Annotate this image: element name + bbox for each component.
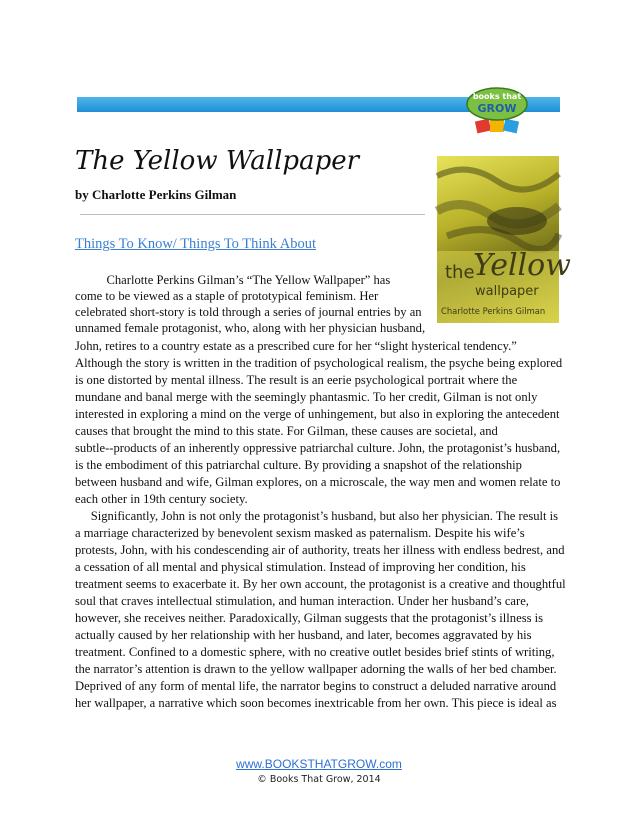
body-line: Although the story is written in the tradition of psychological realism, the psyche being explored xyxy=(75,356,563,370)
body-line: however, she receives neither. Paradoxically, Gilman suggests that the protagonist’s illness is xyxy=(75,611,544,625)
body-line: causes that brought the mind to this state. For Gilman, these causes are societal, and xyxy=(75,424,498,438)
body-line: is one distorted by mental illness. The result is an eerie psychological portrait where the xyxy=(75,373,518,387)
body-line: Deprived of any form of mental life, the narrator begins to construct a deluded narrative around xyxy=(75,679,557,693)
body-line: celebrated short-story is told through a series of journal entries by an xyxy=(75,305,422,319)
body-line: interested in exploring a mind on the verge of unhingement, but also in exploring the antecedent xyxy=(75,407,560,421)
footer-copyright: © Books That Grow, 2014 xyxy=(257,774,381,785)
cover-text-the: the xyxy=(445,262,475,283)
body-line: a cessation of all mental and physical stimulation. Instead of improving her condition, his xyxy=(75,560,526,574)
body-line: her wallpaper, a narrative which soon becomes inextricable from her own. This piece is ideal as xyxy=(75,696,557,710)
logo-text-top: books that xyxy=(472,92,522,101)
footer-website-link[interactable]: www.BOOKSTHATGROW.com xyxy=(236,757,402,771)
body-line: a marriage characterized by benevolent sexism masked as paternalism. Despite his wife’s xyxy=(75,526,525,540)
body-line: is the embodiment of this patriarchal culture. By providing a snapshot of the relationship xyxy=(75,458,522,472)
body-line: Charlotte Perkins Gilman’s “The Yellow Wallpaper” has xyxy=(75,273,391,287)
cover-text-yellow: Yellow xyxy=(473,248,571,283)
body-line: between husband and wife, Gilman explores, on a microscale, the way men and women relate to xyxy=(75,475,561,489)
cover-text-wallpaper: wallpaper xyxy=(475,284,539,299)
body-line: subtle--products of an inherently oppressive patriarchal culture. John, the protagonist’s husband, xyxy=(75,441,561,455)
body-line: protests, John, with his condescending air of authority, treats her illness with endless bedrest, and xyxy=(75,543,565,557)
document-author: by Charlotte Perkins Gilman xyxy=(75,187,237,202)
books-that-grow-logo xyxy=(462,80,532,136)
section-heading-link[interactable]: Things To Know/ Things To Think About xyxy=(75,236,317,252)
body-line: unnamed female protagonist, who, along with her physician husband, xyxy=(75,321,426,335)
body-line: each other in 19th century society. xyxy=(75,492,248,506)
body-line: the narrator’s attention is drawn to the yellow wallpaper adorning the walls of her bed chamber. xyxy=(75,662,557,676)
body-line: treatment seems to exacerbate it. By her own account, the protagonist is a creative and thoughtful xyxy=(75,577,566,591)
body-line: John, retires to a country estate as a prescribed cure for her “slight hysterical tendency.” xyxy=(75,339,517,353)
body-line: mundane and banal merge with the seemingly phantasmic. To her credit, Gilman is not only xyxy=(75,390,538,404)
logo-text-bottom: GROW xyxy=(477,102,517,115)
book-cover-image xyxy=(437,156,571,323)
cover-text-author: Charlotte Perkins Gilman xyxy=(441,306,546,316)
document-title: The Yellow Wallpaper xyxy=(75,146,360,176)
body-line: come to be viewed as a staple of prototypical feminism. Her xyxy=(75,289,379,303)
title-divider xyxy=(80,214,425,215)
body-line: actually caused by her relationship with her husband, and later, becomes aggravated by his xyxy=(75,628,532,642)
body-line: soul that craves intellectual stimulation, and human interaction. Under her husband’s care, xyxy=(75,594,529,608)
body-line: treatment. Confined to a domestic sphere, with no creative outlet besides brief stints of writing, xyxy=(75,645,555,659)
body-line: Significantly, John is not only the protagonist’s husband, but also her physician. The result is xyxy=(75,509,559,523)
